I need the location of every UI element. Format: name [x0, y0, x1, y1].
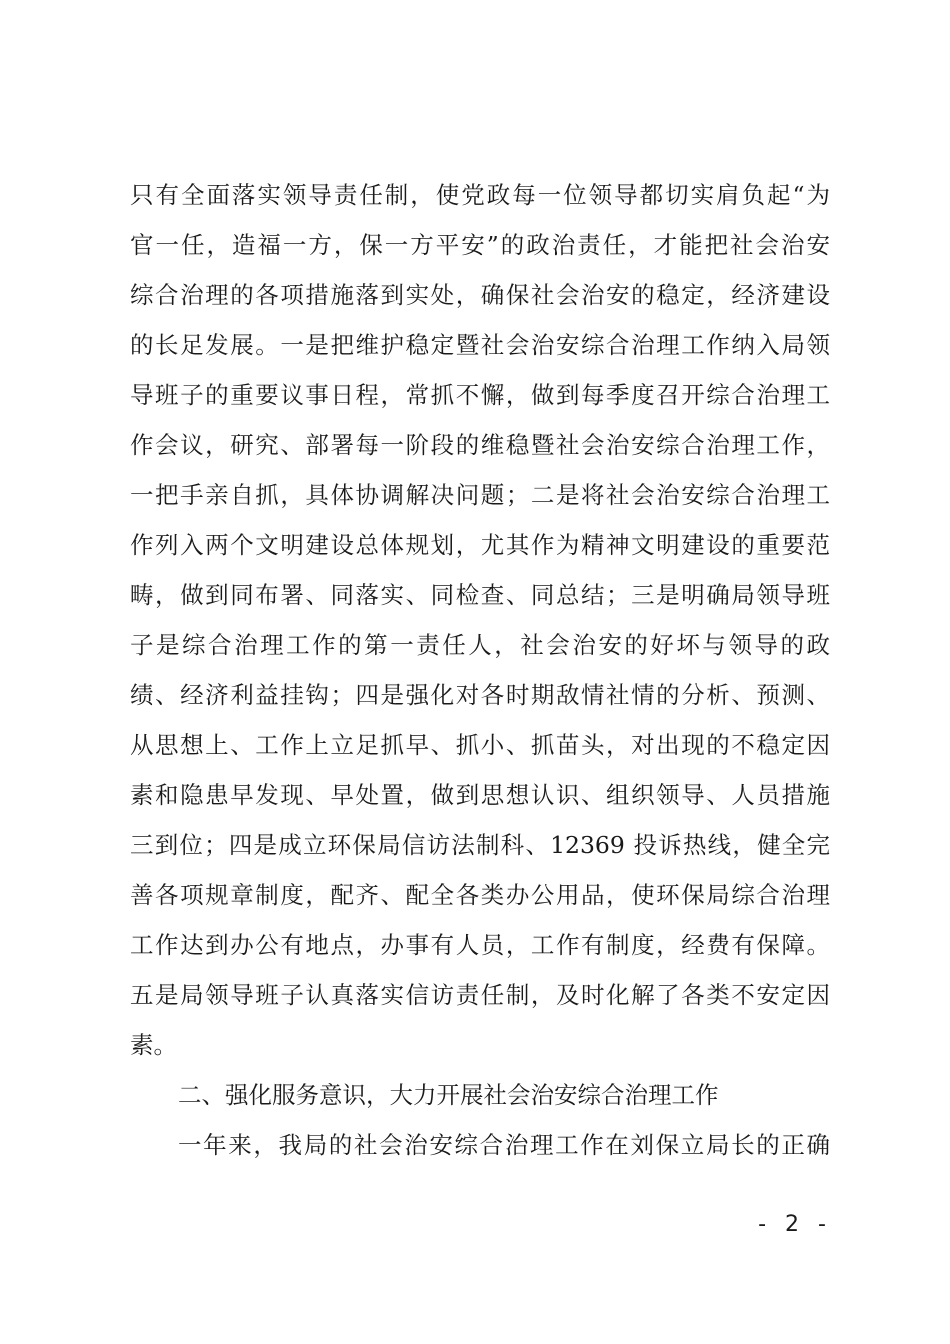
body-text: [130, 170, 830, 1170]
text-line: 子是综合治理工作的第一责任人，社会治安的好坏与领导的政: [130, 631, 830, 659]
text-line: 作列入两个文明建设总体规划，尤其作为精神文明建设的重要范: [130, 531, 830, 559]
text-line: 素和隐患早发现、早处置，做到思想认识、组织领导、人员措施: [130, 781, 830, 809]
text-line: 善各项规章制度，配齐、配全各类办公用品，使环保局综合治理: [130, 881, 830, 909]
text-line: 三到位；四是成立环保局信访法制科、12369 投诉热线，健全完: [130, 831, 830, 859]
text-line: 畴，做到同布署、同落实、同检查、同总结；三是明确局领导班: [130, 581, 830, 609]
text-line: 绩、经济利益挂钩；四是强化对各时期敌情社情的分析、预测、: [130, 681, 830, 709]
text-line: 五是局领导班子认真落实信访责任制，及时化解了各类不安定因: [130, 981, 830, 1009]
text-line: 一把手亲自抓，具体协调解决问题；二是将社会治安综合治理工: [130, 481, 830, 509]
paragraph-leadership-responsibility: [130, 170, 830, 1070]
text-line: 的长足发展。一是把维护稳定暨社会治安综合治理工作纳入局领: [130, 331, 830, 359]
text-line: 官一任，造福一方，保一方平安”的政治责任，才能把社会治安: [130, 231, 830, 259]
text-line: 导班子的重要议事日程，常抓不懈，做到每季度召开综合治理工: [130, 381, 830, 409]
paragraph-service-awareness-line: 一年来，我局的社会治安综合治理工作在刘保立局长的正确: [178, 1131, 830, 1159]
text-line: 素。: [130, 1031, 177, 1059]
text-line: 只有全面落实领导责任制，使党政每一位领导都切实肩负起“为: [130, 181, 830, 209]
text-line: 综合治理的各项措施落到实处，确保社会治安的稳定，经济建设: [130, 281, 830, 309]
text-line: 作会议，研究、部署每一阶段的维稳暨社会治安综合治理工作，: [130, 431, 830, 459]
text-line: 工作达到办公有地点，办事有人员，工作有制度，经费有保障。: [130, 931, 830, 959]
text-line: 从思想上、工作上立足抓早、抓小、抓苗头，对出现的不稳定因: [130, 731, 830, 759]
page-number: - 2 -: [758, 1212, 832, 1237]
section-heading: 二、强化服务意识，大力开展社会治安综合治理工作: [178, 1081, 719, 1109]
